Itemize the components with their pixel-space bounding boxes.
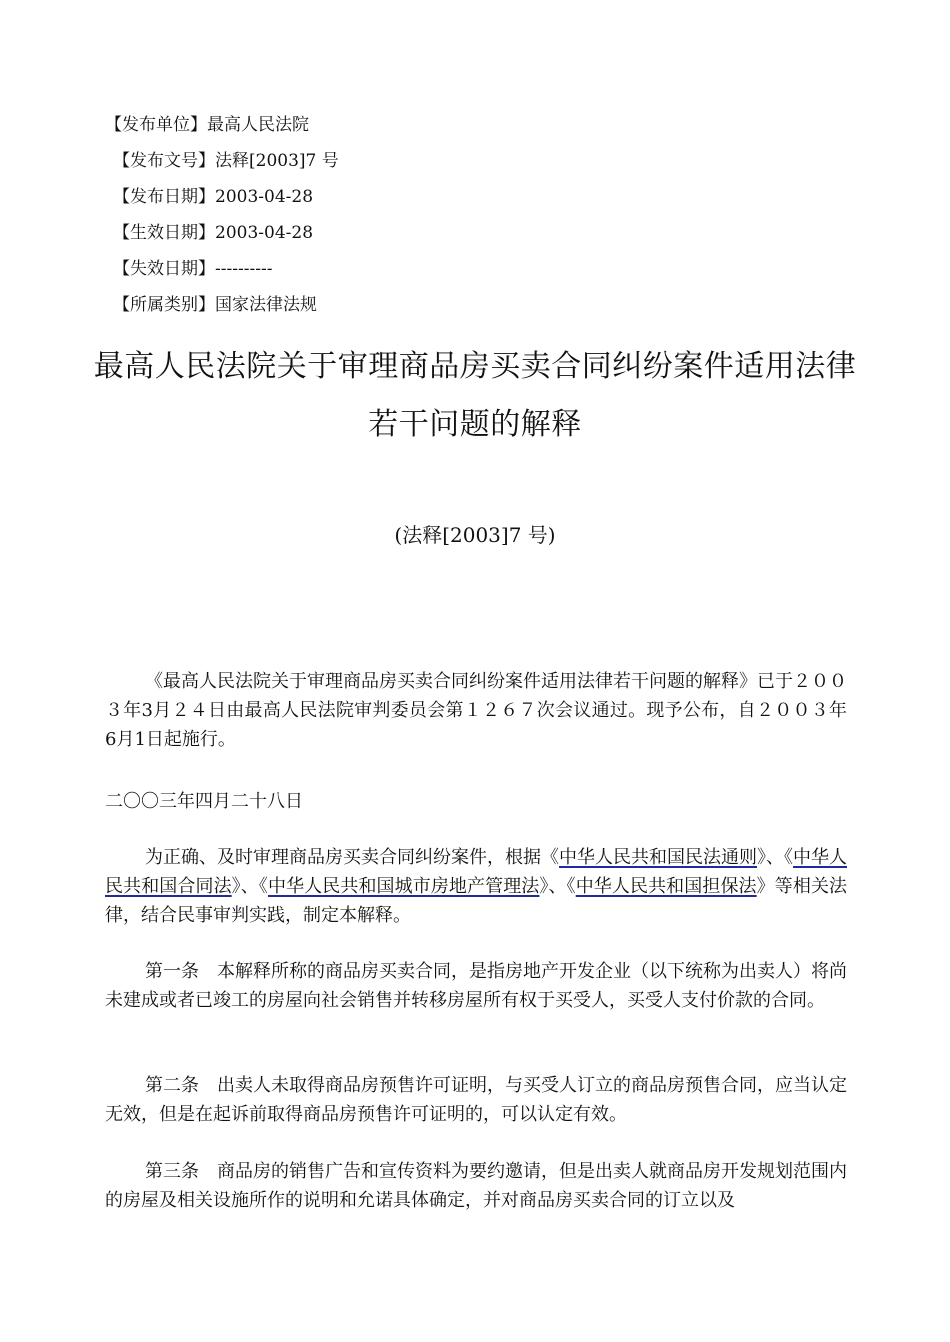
meta-effective-date bbox=[113, 223, 313, 243]
announcement-date: 二〇〇三年四月二十八日 bbox=[105, 791, 303, 812]
article-heading: 第二条 bbox=[145, 1075, 199, 1096]
meta-label: 【所属类别】 bbox=[113, 295, 215, 315]
document-title-line-2: 若干问题的解释 bbox=[368, 407, 582, 442]
link-contract-law[interactable]: 中华人民共和国合同法 bbox=[105, 847, 847, 897]
document-number: (法释[2003]7 号) bbox=[394, 523, 556, 547]
meta-value: ---------- bbox=[215, 259, 273, 279]
meta-label: 【发布日期】 bbox=[113, 187, 215, 207]
meta-category bbox=[113, 295, 317, 315]
meta-publish-date bbox=[113, 187, 313, 207]
meta-label: 【失效日期】 bbox=[113, 259, 215, 279]
preamble-separator: 》、《 bbox=[539, 876, 576, 897]
article-3 bbox=[105, 1157, 847, 1215]
preamble-text-before: 为正确、及时审理商品房买卖合同纠纷案件，根据《 bbox=[145, 847, 559, 868]
link-guarantee-law[interactable]: 中华人民共和国担保法 bbox=[575, 876, 757, 897]
article-text: 出卖人未取得商品房预售许可证明，与买受人订立的商品房预售合同，应当认定无效，但是在起诉前取得商品房预售许可证明的，可以认定有效。 bbox=[105, 1075, 847, 1125]
meta-value: 最高人民法院 bbox=[207, 115, 309, 135]
link-urban-real-estate-law[interactable]: 中华人民共和国城市房地产管理法 bbox=[267, 876, 540, 897]
preamble-paragraph bbox=[105, 843, 847, 930]
link-civil-law-general-principles[interactable]: 中华人民共和国民法通则 bbox=[559, 847, 757, 868]
meta-value: 法释[2003]7 号 bbox=[215, 151, 339, 171]
meta-label: 【发布单位】 bbox=[105, 115, 207, 135]
article-heading: 第三条 bbox=[145, 1161, 199, 1182]
article-heading: 第一条 bbox=[145, 961, 199, 982]
preamble-text-after: 》等相关法律，结合民事审判实践，制定本解释。 bbox=[105, 876, 848, 926]
meta-doc-number bbox=[113, 151, 339, 171]
article-text: 商品房的销售广告和宣传资料为要约邀请，但是出卖人就商品房开发规划范围内的房屋及相关设施所作的说明和允诺具体确定，并对商品房买卖合同的订立以及 bbox=[105, 1161, 847, 1211]
preamble-separator: 》、《 bbox=[757, 847, 793, 868]
document-title-line-1: 最高人民法院关于审理商品房买卖合同纠纷案件适用法律 bbox=[93, 349, 857, 384]
article-1 bbox=[105, 957, 847, 1015]
meta-expiry-date bbox=[113, 259, 272, 279]
preamble-separator: 》、《 bbox=[231, 876, 268, 897]
meta-label: 【生效日期】 bbox=[113, 223, 215, 243]
meta-value: 2003-04-28 bbox=[215, 223, 314, 243]
meta-value: 国家法律法规 bbox=[215, 295, 317, 315]
meta-label: 【发布文号】 bbox=[113, 151, 215, 171]
meta-publisher bbox=[105, 115, 309, 135]
announcement-paragraph: 《最高人民法院关于审理商品房买卖合同纠纷案件适用法律若干问题的解释》已于２００３年3月２４日由最高人民法院审判委员会第１２６７次会议通过。现予公布，自２００３年6月1日起施行。 bbox=[105, 671, 847, 750]
article-text: 本解释所称的商品房买卖合同，是指房地产开发企业（以下统称为出卖人）将尚未建成或者已竣工的房屋向社会销售并转移房屋所有权于买受人，买受人支付价款的合同。 bbox=[105, 961, 847, 1011]
meta-value: 2003-04-28 bbox=[215, 187, 314, 207]
article-2 bbox=[105, 1071, 847, 1129]
